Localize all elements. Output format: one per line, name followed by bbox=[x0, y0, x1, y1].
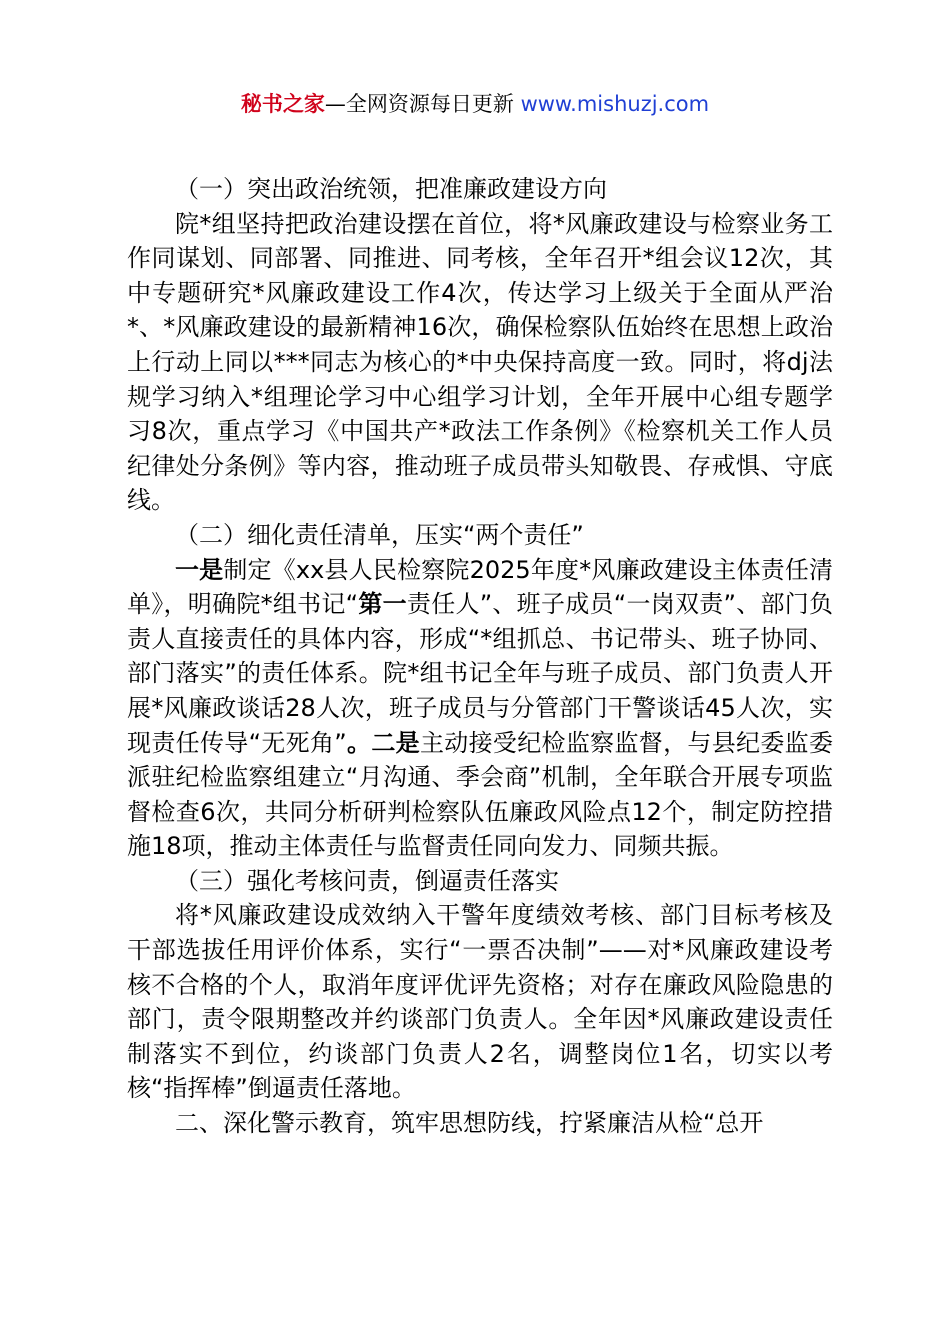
section-paragraph-1: 院*组坚持把政治建设摆在首位，将*风廉政建设与检察业务工作同谋划、同部署、同推进、同考核，全年召开*组会议12次，其中专题研究*风廉政建设工作4次，传达学习上级关于全面从严治*、*风廉政建设的最新精神16次，确保检察队伍始终在思想上政治上行动上同以***同志为核心的*中央保持高度一致。同时，将dj法规学习纳入*组理论学习中心组学习计划，全年开展中心组专题学习8次，重点学习《中国共产*政法工作条例》《检察机关工作人员纪律处分条例》等内容，推动班子成员带头知敬畏、存戒惧、守底线。 bbox=[127, 209, 833, 515]
section-heading-3: （三）强化考核问责，倒逼责任落实 bbox=[175, 866, 559, 895]
section-heading-2: （二）细化责任清单，压实“两个责任” bbox=[175, 520, 584, 549]
paragraph-text-part-1: 制定《xx县人民检察院2025年度*风廉政建设主体责任清单》，明确院*组书记“ bbox=[127, 555, 834, 619]
bold-marker-second: 。二是 bbox=[346, 728, 420, 757]
document-body bbox=[127, 172, 833, 1141]
paragraph-text-part-3: 主动接受纪检监察监督，与县纪委监委派驻纪检监察组建立“月沟通、季会商”机制，全年联合开展专项监督检查6次，共同分析研判检察队伍廉政风险点12个，制定防控措施18项，推动主体责任与监督责任同向发力、同频共振。 bbox=[127, 728, 834, 861]
bold-marker-first: 一是 bbox=[175, 555, 224, 584]
paragraph-text-part-2: 责任人”、班子成员“一岗双责”、部门负责人直接责任的具体内容，形成“*组抓总、书记带头、班子协同、部门落实”的责任体系。院*组书记全年与班子成员、部门负责人开展*风廉政谈话28人次，班子成员与分管部门干警谈话45人次，实现责任传导“无死角” bbox=[127, 590, 834, 757]
section-paragraph-3: 将*风廉政建设成效纳入干警年度绩效考核、部门目标考核及干部选拔任用评价体系，实行“一票否决制”——对*风廉政建设考核不合格的个人，取消年度评优评先资格；对存在廉政风险隐患的部门，责令限期整改并约谈部门负责人。全年因*风廉政建设责任制落实不到位，约谈部门负责人2名，调整岗位1名，切实以考核“指挥棒”倒逼责任落地。 bbox=[127, 901, 833, 1103]
section-heading-4: 二、深化警示教育，筑牢思想防线，拧紧廉洁从检“总开 bbox=[175, 1109, 764, 1138]
section-paragraph-2 bbox=[127, 553, 833, 864]
site-url-link[interactable]: www.mishuzj.com bbox=[520, 92, 710, 116]
site-tagline: —全网资源每日更新 bbox=[324, 92, 521, 116]
site-brand: 秘书之家 bbox=[240, 92, 325, 116]
bold-word-first: 第一 bbox=[358, 590, 407, 619]
site-header bbox=[0, 88, 950, 120]
section-heading-1: （一）突出政治统领，把准廉政建设方向 bbox=[175, 175, 607, 203]
